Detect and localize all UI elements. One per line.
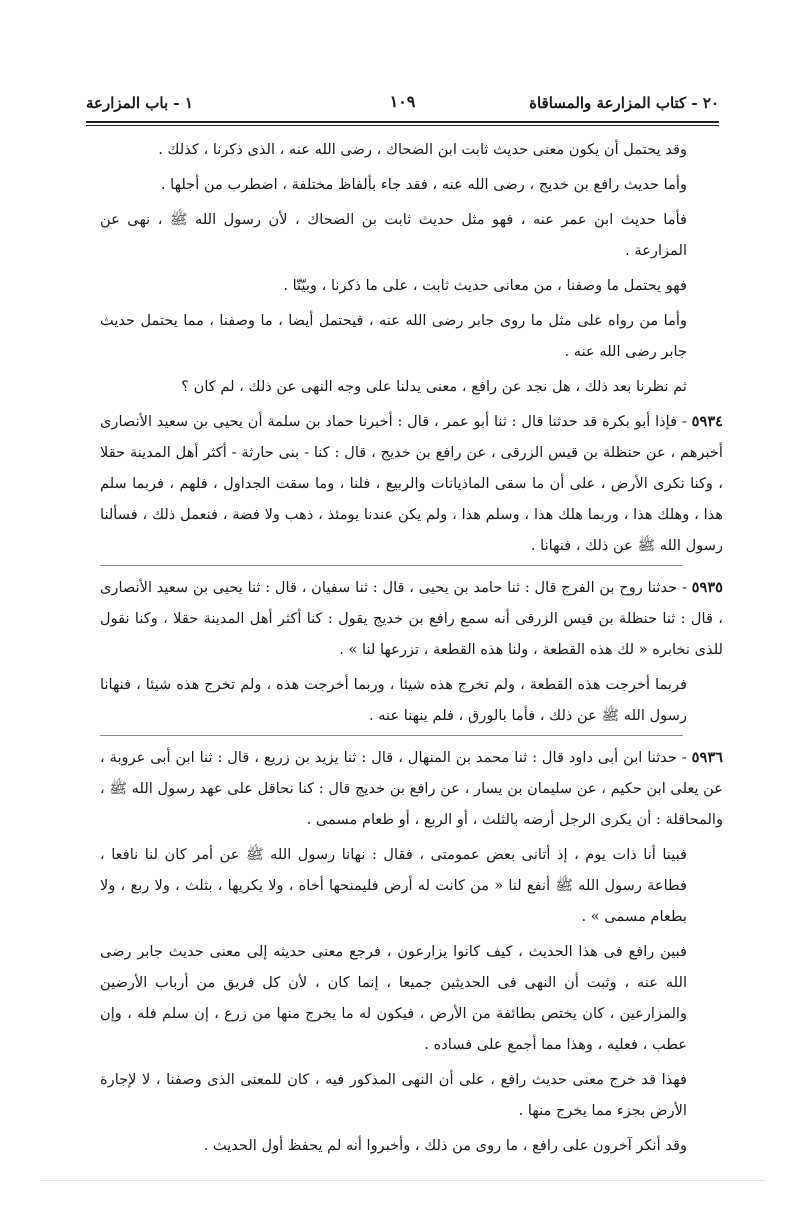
- text-paragraph: [100, 669, 723, 731]
- paragraph-text: فربما أخرجت هذه القطعة ، ولم تخرج هذه شيئا ، وربما أخرجت هذه ، ولم تخرج هذه شيئا ، فنهانا رسول الله ﷺ عن ذلك ، فأما بالورق ، فلم ينهنا عنه .: [100, 676, 687, 724]
- text-paragraph: [100, 839, 723, 932]
- paragraph-text: فبين رافع فى هذا الحديث ، كيف كانوا يزارعون ، فرجع معنى حديثه إلى معنى حديث جابر رضى الله عنه ، وثبت أن النهى فى الحديثين جميعا ، إنما كان ، لأن كل فريق من أرباب الأرضين والمزارعين ، كان يختص بطائفة من الأرض ، فيكون له ما يخرج منها من زرع ، إن سلم فله ، وإن عطب ، فعليه ، وهذا مما أجمع على فساده .: [100, 943, 687, 1053]
- hadith-paragraph: ٥٩٣٦ - حدثنا ابن أبى داود قال : ثنا محمد بن المنهال ، قال : ثنا يزيد بن زريع ، قال : ثنا ابن أبى عروبة ، عن يعلى ابن حكيم ، عن سليمان بن يسار ، عن رافع بن خديج قال : كنا نحاقل على عهد رسول الله ﷺ ، والمحاقلة : أن يكرى الرجل أرضه بالثلث ، أو الربع ، أو طعام مسمى .: [100, 749, 723, 828]
- text-paragraph: [100, 305, 723, 367]
- paragraph-text: فهذا قد خرج معنى حديث رافع ، على أن النهى المذكور فيه ، كان للمعنى الذى وصفنا ، لا لإجارة الأرض بجزء مما يخرج منها .: [100, 1071, 687, 1119]
- hadith-number: ٥٩٣٦: [691, 749, 723, 766]
- page-number: ١٠٩: [389, 92, 416, 111]
- paragraph-text: حدثنا روح بن الفرج قال : ثنا حامد بن يحيى ، قال : ثنا سفيان ، قال : ثنا يحيى بن سعيد الأنصارى ، قال : ثنا حنظلة بن قيس الزرقى أنه سمع رافع بن خديج يقول : كنا أكثر أهل المدينة حقلا ، وكنا نقول للذى نخابره « لك هذه القطعة ، ولنا هذه القطعة ، تزرعها لنا » .: [100, 579, 723, 658]
- paragraph-text: وأما حديث رافع بن خديج ، رضى الله عنه ، فقد جاء بألفاظ مختلفة ، اضطرب من أجلها .: [160, 176, 687, 193]
- text-paragraph: [100, 371, 723, 402]
- header-rule-thin: [86, 125, 719, 126]
- paragraph-text: فبينا أنا ذات يوم ، إذ أتانى بعض عمومتى ، فقال : نهانا رسول الله ﷺ عن أمر كان لنا نافعا ، فطاعة رسول الله ﷺ أنفع لنا « من كانت له أرض فليمنحها أخاه ، ولا يكريها ، بثلث ، ولا ربع ، ولا بطعام مسمى » .: [100, 846, 687, 925]
- paragraph-text: وقد أنكر آخرون على رافع ، ما روى من ذلك ، وأخبروا أنه لم يحفظ أول الحديث .: [203, 1137, 687, 1154]
- paragraph-text: فأما حديث ابن عمر عنه ، فهو مثل حديث ثابت بن الضحاك ، لأن رسول الله ﷺ ، نهى عن المزارعة .: [100, 211, 687, 259]
- paragraph-text: فهو يحتمل ما وصفنا ، من معانى حديث ثابت ، على ما ذكرنا ، وبيّنّا .: [283, 277, 687, 294]
- paragraph-text: ثم نظرنا بعد ذلك ، هل نجد عن رافع ، معنى يدلنا على وجه النهى عن ذلك ، لم كان ؟: [181, 378, 687, 395]
- paragraph-text: فإذا أبو بكرة قد حدثنا قال : ثنا أبو عمر ، قال : أخبرنا حماد بن سلمة أن يحيى بن سعيد الأنصارى أخبرهم ، عن حنظلة بن قيس الزرقى ، عن رافع بن خديج ، قال : كنا - بنى حارثة - أكثر أهل المدينة حقلا ، وكنا نكرى الأرض ، على أن ما سقى الماذيانات والربيع ، فلنا ، وما سقت الجداول ، فلهم ، فربما سلم هذا ، وهلك هذا ، وربما هلك هذا ، وسلم هذا ، ولم يكن عندنا يومئذ ، ذهب ولا فضة ، فنعمل ذلك ، فسألنا رسول الله ﷺ عن ذلك ، فنهانا .: [100, 413, 723, 554]
- chapter-title: ٢٠ - كتاب المزارعة والمساقاة: [529, 94, 719, 112]
- text-paragraph: [100, 1130, 723, 1161]
- footer-dotted-line: [40, 1180, 765, 1181]
- text-paragraph: [100, 936, 723, 1060]
- hadith-number: ٥٩٣٥: [691, 579, 723, 596]
- text-paragraph: [100, 204, 723, 266]
- paragraph-text: حدثنا ابن أبى داود قال : ثنا محمد بن المنهال ، قال : ثنا يزيد بن زريع ، قال : ثنا ابن أبى عروبة ، عن يعلى ابن حكيم ، عن سليمان بن يسار ، عن رافع بن خديج قال : كنا نحاقل على عهد رسول الله ﷺ ، والمحاقلة : أن يكرى الرجل أرضه بالثلث ، أو الربع ، أو طعام مسمى .: [100, 749, 723, 828]
- page-body: [100, 134, 723, 1165]
- text-paragraph: [100, 270, 723, 301]
- text-paragraph: [100, 169, 723, 200]
- paragraph-text: وقد يحتمل أن يكون معنى حديث ثابت ابن الضحاك ، رضى الله عنه ، الذى ذكرنا ، كذلك .: [158, 141, 687, 158]
- hadith-paragraph: ٥٩٣٤ - فإذا أبو بكرة قد حدثنا قال : ثنا أبو عمر ، قال : أخبرنا حماد بن سلمة أن يحيى بن سعيد الأنصارى أخبرهم ، عن حنظلة بن قيس الزرقى ، عن رافع بن خديج ، قال : كنا - بنى حارثة - أكثر أهل المدينة حقلا ، وكنا نكرى الأرض ، على أن ما سقى الماذيانات والربيع ، فلنا ، وما سقت الجداول ، فلهم ، فربما سلم هذا ، وهلك هذا ، وربما هلك هذا ، وسلم هذا ، ولم يكن عندنا يومئذ ، ذهب ولا فضة ، فنعمل ذلك ، فسألنا رسول الله ﷺ عن ذلك ، فنهانا .: [100, 413, 723, 554]
- paragraph-text: وأما من رواه على مثل ما روى جابر رضى الله عنه ، فيحتمل أيضا ، ما وصفنا ، مما يحتمل حديث جابر رضى الله عنه .: [100, 312, 687, 360]
- text-paragraph: [100, 1064, 723, 1126]
- text-paragraph: [100, 134, 723, 165]
- hadith-separator: [100, 735, 683, 736]
- hadith-paragraph: ٥٩٣٥ - حدثنا روح بن الفرج قال : ثنا حامد بن يحيى ، قال : ثنا سفيان ، قال : ثنا يحيى بن سعيد الأنصارى ، قال : ثنا حنظلة بن قيس الزرقى أنه سمع رافع بن خديج يقول : كنا أكثر أهل المدينة حقلا ، وكنا نقول للذى نخابره « لك هذه القطعة ، ولنا هذه القطعة ، تزرعها لنا » .: [100, 579, 723, 658]
- hadith-number: ٥٩٣٤: [691, 413, 723, 430]
- header-rule: [86, 121, 719, 123]
- section-title: ١ - باب المزارعة: [86, 94, 193, 112]
- page-header: [86, 88, 719, 118]
- hadith-separator: [100, 565, 683, 566]
